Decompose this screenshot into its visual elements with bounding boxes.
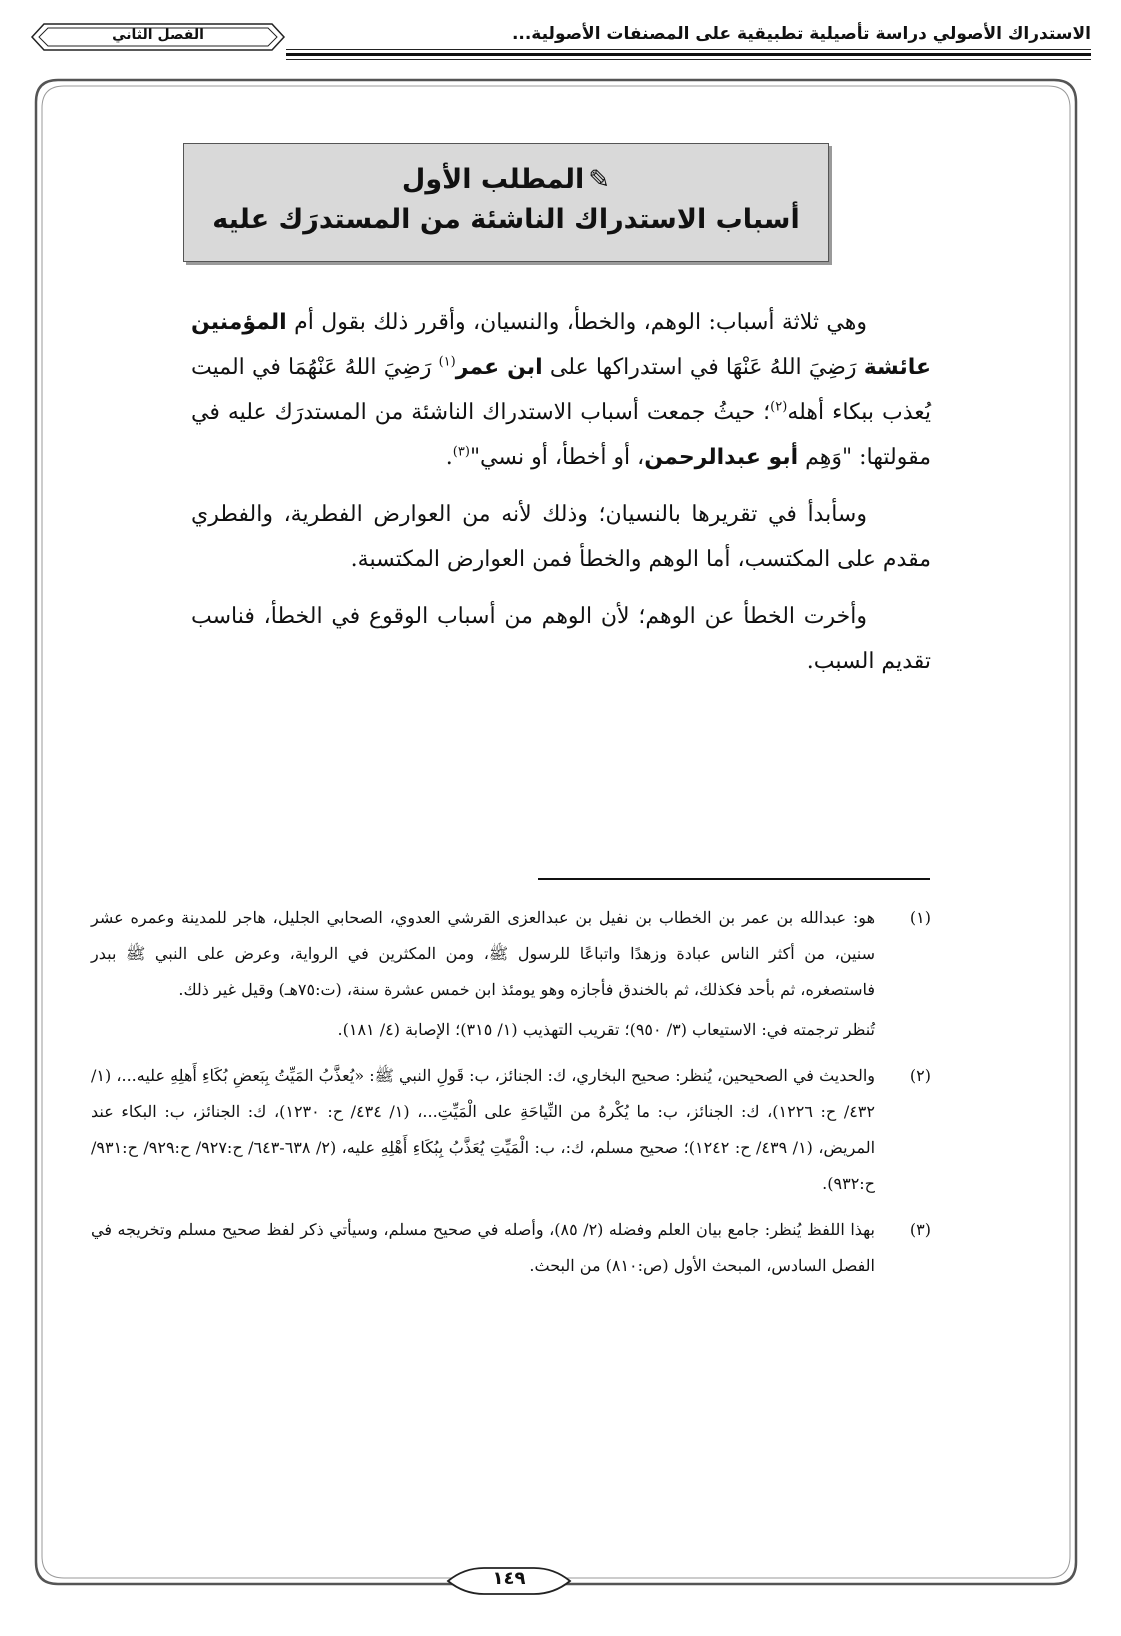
p1-bold-aisha: المؤمنين عائشة xyxy=(191,310,931,380)
footnote-1 xyxy=(91,900,931,1048)
section-title-text: المطلب الأول xyxy=(401,164,585,195)
footnote-3 xyxy=(91,1212,931,1284)
footnote-separator xyxy=(538,878,930,880)
page-number: ١٤٩ xyxy=(492,1568,526,1589)
p1-bold-ibn-umar: ابن عمر xyxy=(455,355,543,380)
section-subtitle: أسباب الاستدراك الناشئة من المستدرَك عليه xyxy=(212,204,800,235)
footnote-number: (١) xyxy=(909,908,931,927)
body-text xyxy=(191,300,931,696)
p1-text-h: ، أو أخطأ، أو نسي" xyxy=(469,445,645,470)
chapter-tab xyxy=(30,22,286,52)
footnotes xyxy=(91,900,931,1294)
p1-text-f: ؛ حيثُ جمعت أسباب الاستدراك الناشئة من المستدرَك عليه في مقولتها: "وَهِم xyxy=(191,400,931,470)
p1-bold-abu-abdulrahman: أبو عبدالرحمن xyxy=(644,445,799,470)
footnote-number: (٢) xyxy=(909,1066,931,1085)
footnote-text: بهذا اللفظ يُنظر: جامع بيان العلم وفضله (٢/ ٨٥)، وأصله في صحيح مسلم، وسيأتي ذكر لفظ صحيح مسلم وتخريجه في الفصل السادس، المبحث الأول (ص:٨١٠) من البحث. xyxy=(91,1220,876,1275)
running-title: الاستدراك الأصولي دراسة تأصيلية تطبيقية على المصنفات الأصولية... xyxy=(511,24,1091,44)
section-title xyxy=(184,160,828,200)
footnote-text: والحديث في الصحيحين، يُنظر: صحيح البخاري، ك: الجنائز، ب: قَولِ النبي ﷺ: «يُعذَّبُ المَيِّتُ بِبَعضِ بُكَاءِ أَهلِهِ عليه...، (١/ ٤٣٢/ ح: ١٢٢٦)، ك: الجنائز، ب: ما يُكْرهُ من النِّياحَةِ على الْمَيِّتِ...، (١/ ٤٣٤/ ح: ١٢٣٠)، ك: الجنائز، ب: البكاء عند المريض، (١/ ٤٣٩/ ح: ١٢٤٢)؛ صحيح مسلم، ك:، ب: الْمَيِّتِ يُعَذَّبُ بِبُكَاءِ أَهْلِهِ عليه، (٢/ ٦٣٨-٦٤٣/ ح:٩٢٧/ ح:٩٢٩/ ح:٩٣١/ ح:٩٣٢). xyxy=(91,1066,876,1193)
footnote-source: تُنظر ترجمته في: الاستيعاب (٣/ ٩٥٠)؛ تقريب التهذيب (١/ ٣١٥)؛ الإصابة (٤/ ١٨١). xyxy=(337,1020,875,1039)
header-rule-thick xyxy=(286,53,1091,56)
header-rule-thin-2 xyxy=(286,59,1091,60)
p1-text-i: . xyxy=(445,445,453,470)
paragraph-1 xyxy=(191,300,931,480)
footnote-text: هو: عبدالله بن عمر بن الخطاب بن نفيل بن عبدالعزى القرشي العدوي، الصحابي الجليل، هاجر للمدينة وعمره عشر سنين، من أكثر الناس عبادة وزهدًا واتباعًا للرسول ﷺ، ومن المكثرين في الرواية، وعرض على النبي ﷺ ببدر فاستصغره، ثم بأحد فكذلك، ثم بالخندق فأجازه وهو يومئذ ابن خمس عشرة سنة، (ت:٧٥هـ) وقيل غير ذلك. xyxy=(91,908,876,999)
section-title-box xyxy=(183,143,829,262)
footnote-number: (٣) xyxy=(909,1220,931,1239)
p1-text-c: رَضِيَ اللهُ عَنْهَا في استدراكها على xyxy=(542,355,864,380)
footnote-2 xyxy=(91,1058,931,1202)
paragraph-3: وأخرت الخطأ عن الوهم؛ لأن الوهم من أسباب الوقوع في الخطأ، فناسب تقديم السبب. xyxy=(191,604,931,674)
pencil-icon: ✎ xyxy=(588,165,611,195)
header-rule-thin xyxy=(286,49,1091,50)
footnote-ref-3[interactable]: (٣) xyxy=(452,444,470,460)
footnote-ref-2[interactable]: (٢) xyxy=(770,399,788,415)
footnote-ref-1[interactable]: (١) xyxy=(438,354,456,370)
paragraph-2: وسأبدأ في تقريرها بالنسيان؛ وذلك لأنه من العوارض الفطرية، والفطري مقدم على المكتسب، أما الوهم والخطأ فمن العوارض المكتسبة. xyxy=(191,502,931,572)
chapter-label: الفصل الثاني xyxy=(112,27,204,43)
page-header xyxy=(30,18,1091,66)
page-number-badge xyxy=(444,1564,574,1598)
p1-text-e: رَضِيَ اللهُ عَنْهُمَا في الميت يُعذب ببكاء أهله xyxy=(191,355,931,425)
p1-text-a: وهي ثلاثة أسباب: الوهم، والخطأ، والنسيان، وأقرر ذلك بقول أم xyxy=(286,310,867,335)
